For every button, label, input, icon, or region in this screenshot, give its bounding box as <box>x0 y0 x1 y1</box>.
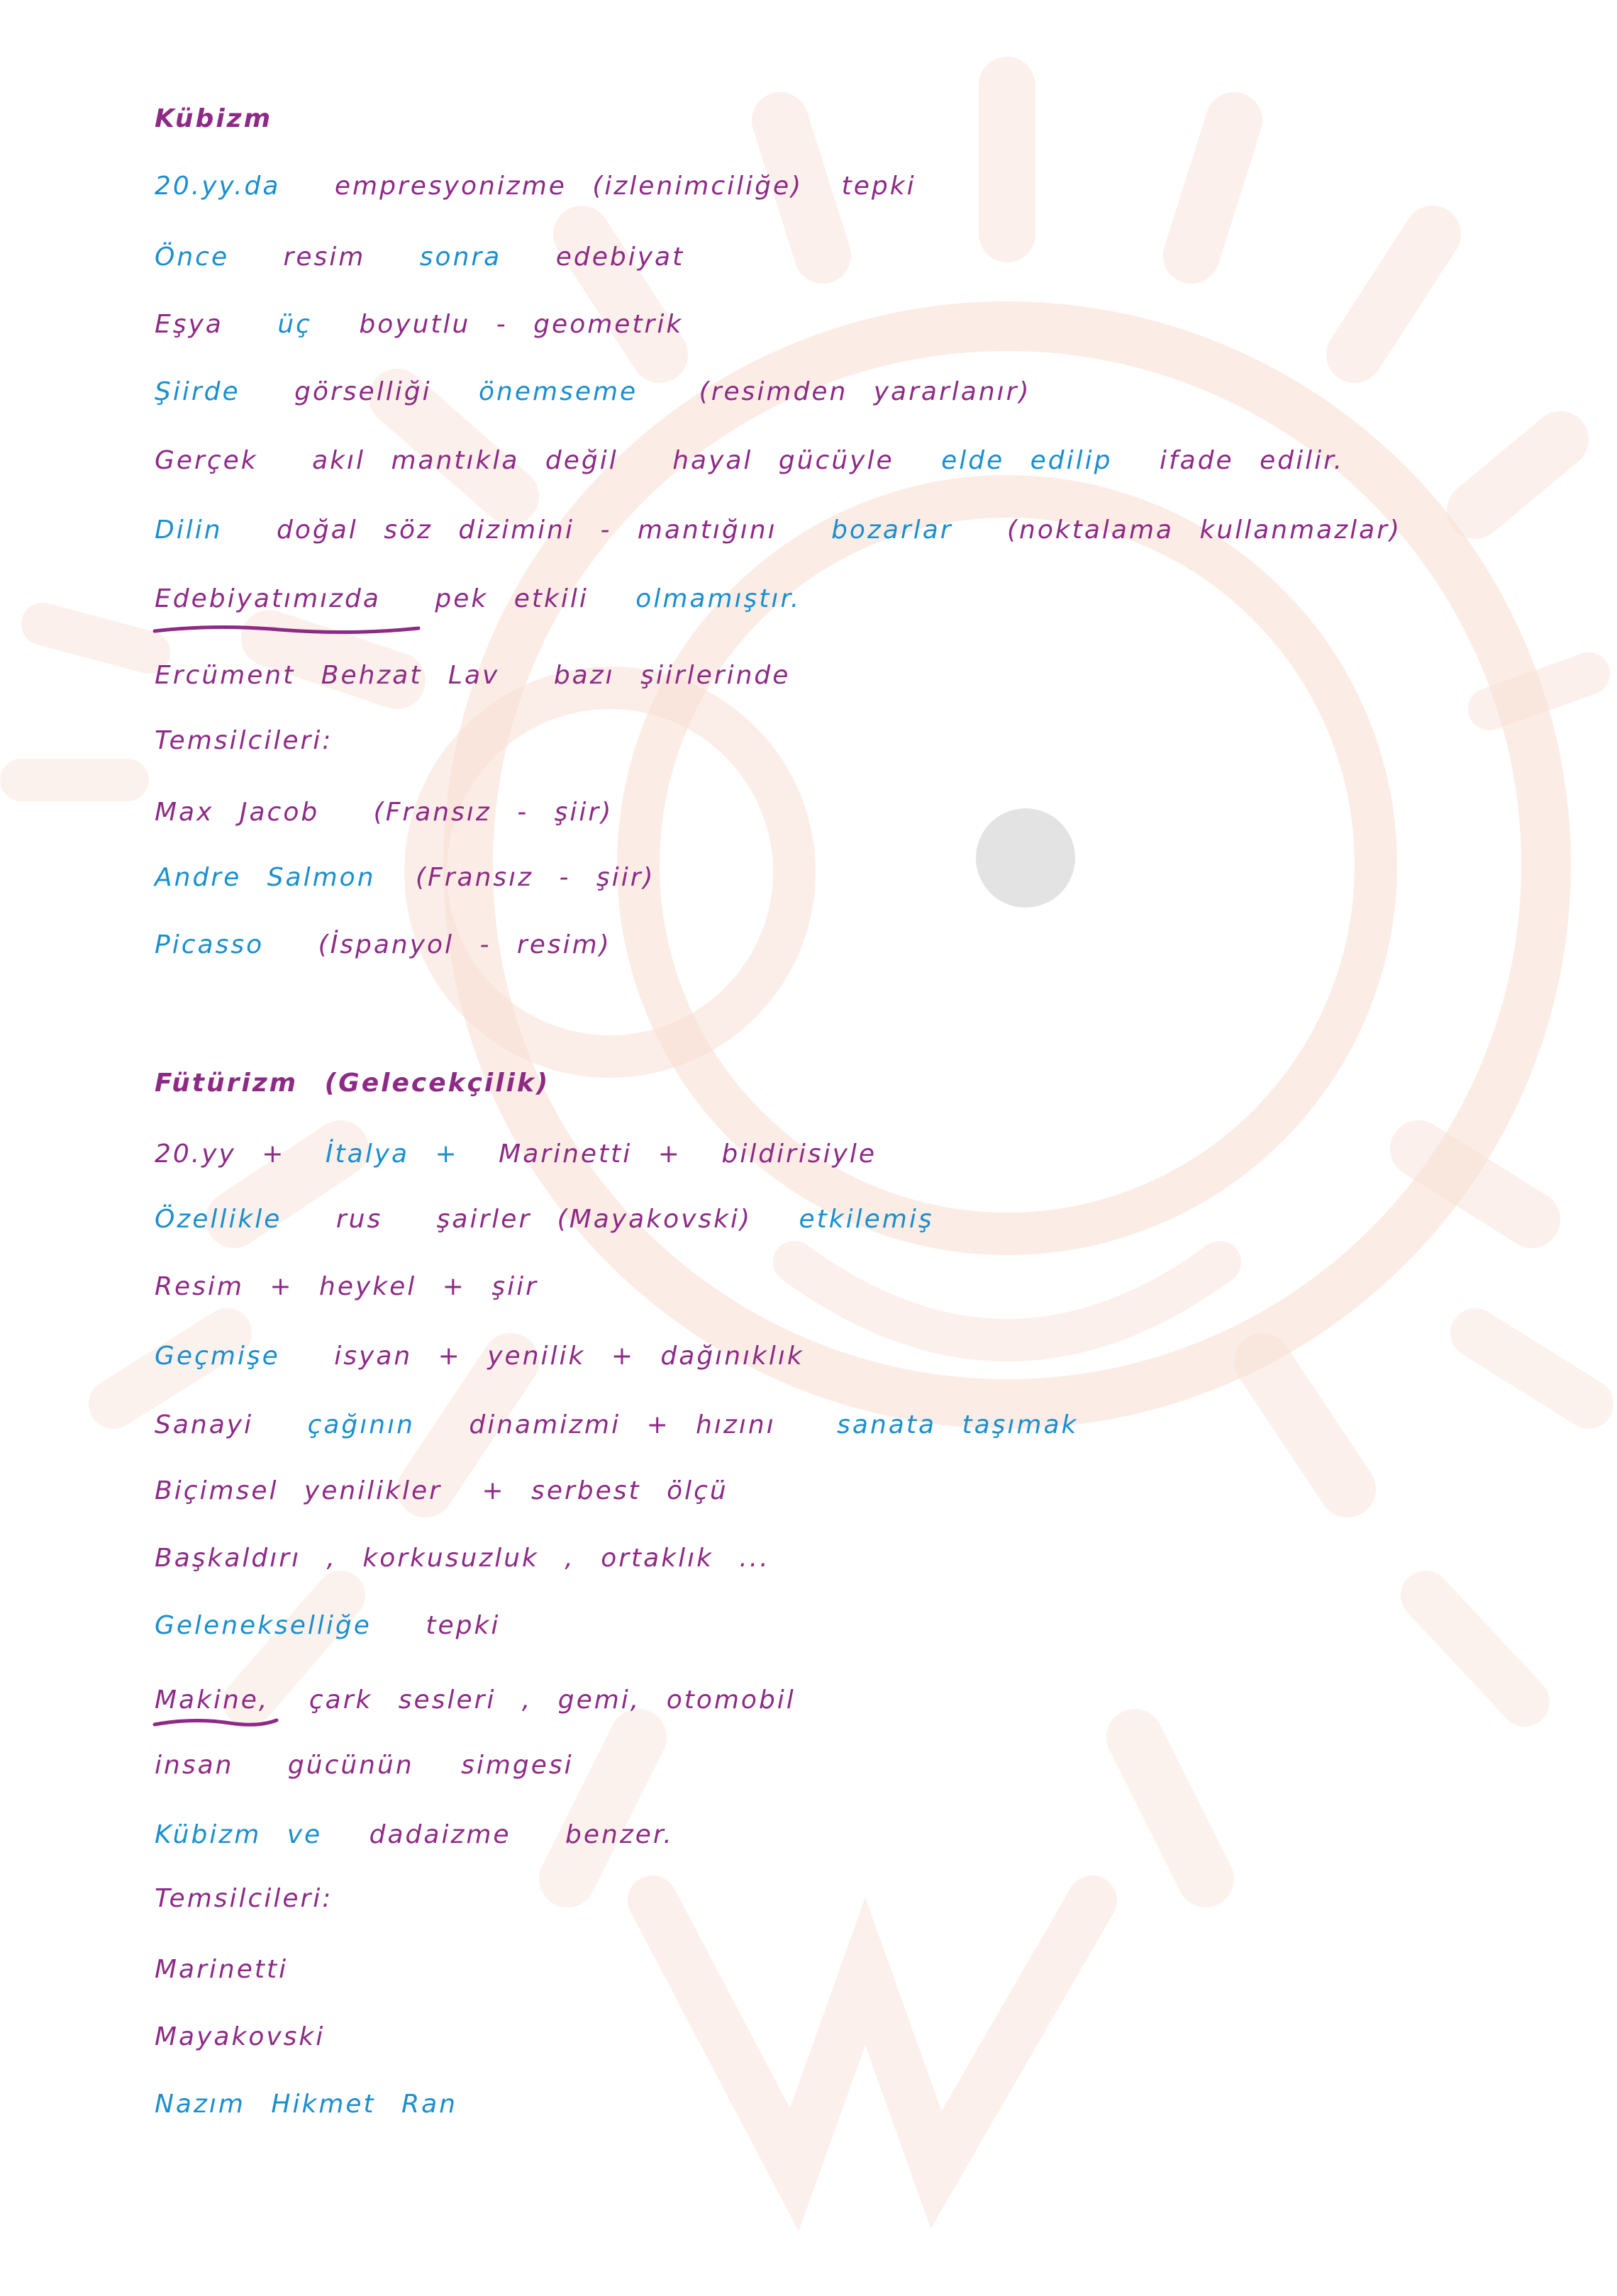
underline-mark <box>152 623 421 637</box>
section2-line-7 <box>155 1546 770 1571</box>
text-segment: Kübizm ve <box>155 1820 323 1849</box>
text-segment: Dilin <box>155 516 223 545</box>
text-segment: Makine, <box>155 1685 270 1715</box>
text-segment: üç <box>277 310 312 339</box>
section1-title: Kübizm <box>155 104 273 133</box>
text-segment: gücünün <box>287 1751 414 1780</box>
section1-line-3 <box>155 312 683 338</box>
text-segment: etkilemiş <box>799 1205 934 1234</box>
text-segment: Önce <box>155 243 230 272</box>
section1-representative-2 <box>155 865 655 891</box>
text-segment: rus <box>335 1205 383 1234</box>
section1-line-4 <box>155 379 1031 405</box>
text-segment: 20.yy.da <box>155 172 281 201</box>
section2-line-10 <box>155 1753 574 1778</box>
text-segment: insan <box>155 1751 234 1780</box>
section2-representatives-label: Temsilcileri: <box>155 1884 333 1913</box>
text-segment: edebiyat <box>555 243 685 272</box>
text-segment: görselliği <box>294 377 432 406</box>
text-segment: Geçmişe <box>155 1342 280 1371</box>
text-segment: Şiirde <box>155 377 240 406</box>
text-segment: Başkaldırı , korkusuzluk , ortaklık ... <box>155 1544 770 1573</box>
text-segment: dadaizme <box>369 1820 511 1849</box>
section2-line-2 <box>155 1207 934 1232</box>
representative-name: Picasso <box>155 930 265 959</box>
text-segment: + serbest ölçü <box>482 1476 728 1505</box>
text-segment: İtalya + <box>325 1139 459 1169</box>
text-segment: Ercüment Behzat Lav <box>155 661 500 690</box>
text-segment: tepki <box>841 172 916 201</box>
text-segment: çağının <box>307 1410 415 1439</box>
section1-representatives-label: Temsilcileri: <box>155 726 333 755</box>
text-segment: (resimden yararlanır) <box>699 377 1031 406</box>
text-segment: olmamıştır. <box>635 584 801 613</box>
text-segment: Marinetti + <box>499 1139 682 1169</box>
representative-detail: (İspanyol - resim) <box>318 930 611 959</box>
underline-mark <box>152 1716 279 1730</box>
text-segment: Gelenekselliğe <box>155 1611 372 1640</box>
section2-line-3 <box>155 1274 538 1300</box>
text-segment: sonra <box>419 243 502 272</box>
text-segment: şairler (Mayakovski) <box>436 1205 752 1234</box>
text-segment: bazı şiirlerinde <box>553 661 791 690</box>
text-segment: Gerçek <box>155 446 258 475</box>
section1-representative-3 <box>155 932 611 958</box>
text-segment: akıl mantıkla değil <box>312 446 618 475</box>
text-segment: empresyonizme (izlenimciliğe) <box>334 172 804 201</box>
section2-representative-1: Marinetti <box>155 1955 289 1984</box>
section2-title: Fütürizm (Gelecekçilik) <box>155 1069 550 1098</box>
section2-representative-2: Mayakovski <box>155 2022 326 2051</box>
text-segment: sanata taşımak <box>837 1410 1079 1439</box>
text-segment: önemseme <box>479 377 638 406</box>
representative-name: Andre Salmon <box>155 863 376 892</box>
text-segment: resim <box>283 243 366 272</box>
text-segment: çark sesleri , gemi, otomobil <box>309 1685 796 1715</box>
representative-detail: (Fransız - şiir) <box>373 798 613 827</box>
text-segment: Eşya <box>155 310 223 339</box>
text-segment: tepki <box>426 1611 501 1640</box>
text-segment: bildirisiyle <box>721 1139 877 1169</box>
text-segment: ifade edilir. <box>1159 446 1345 475</box>
text-segment: Edebiyatımızda <box>155 584 381 613</box>
section2-line-1 <box>155 1139 877 1169</box>
section1-representative-1 <box>155 800 613 825</box>
text-segment: pek etkili <box>435 584 589 613</box>
section1-line-8 <box>155 663 790 689</box>
representative-detail: (Fransız - şiir) <box>415 863 655 892</box>
section2-line-8 <box>155 1613 500 1639</box>
text-segment: elde edilip <box>941 446 1113 475</box>
section2-line-4 <box>155 1344 804 1369</box>
section1-line-7 <box>155 586 801 612</box>
section2-representative-3: Nazım Hikmet Ran <box>155 2090 457 2119</box>
text-segment: dinamizmi + hızını <box>469 1410 776 1439</box>
text-segment: Özellikle <box>155 1205 282 1234</box>
section1-line-2 <box>155 245 684 270</box>
text-segment: Sanayi <box>155 1410 254 1439</box>
text-segment: hayal gücüyle <box>672 446 894 475</box>
section2-line-5 <box>155 1412 1078 1438</box>
representative-name: Max Jacob <box>155 798 320 827</box>
text-segment: doğal söz dizimini - mantığını <box>277 516 777 545</box>
text-segment: boyutlu - geometrik <box>359 310 684 339</box>
section2-line-6 <box>155 1478 728 1504</box>
section1-line-6 <box>155 518 1401 543</box>
text-segment: benzer. <box>565 1820 674 1849</box>
section1-line-5 <box>155 448 1344 474</box>
text-segment: isyan + yenilik + dağınıklık <box>334 1342 804 1371</box>
section2-line-9 <box>155 1685 796 1715</box>
text-segment: (noktalama kullanmazlar) <box>1007 516 1402 545</box>
section2-line-11 <box>155 1822 674 1848</box>
text-segment: 20.yy + <box>155 1139 286 1169</box>
text-segment: Biçimsel yenilikler <box>155 1476 442 1505</box>
section1-line-1 <box>155 174 916 199</box>
text-segment: simgesi <box>461 1751 574 1780</box>
text-segment: bozarlar <box>831 516 953 545</box>
text-segment: Resim + heykel + şiir <box>155 1272 538 1301</box>
